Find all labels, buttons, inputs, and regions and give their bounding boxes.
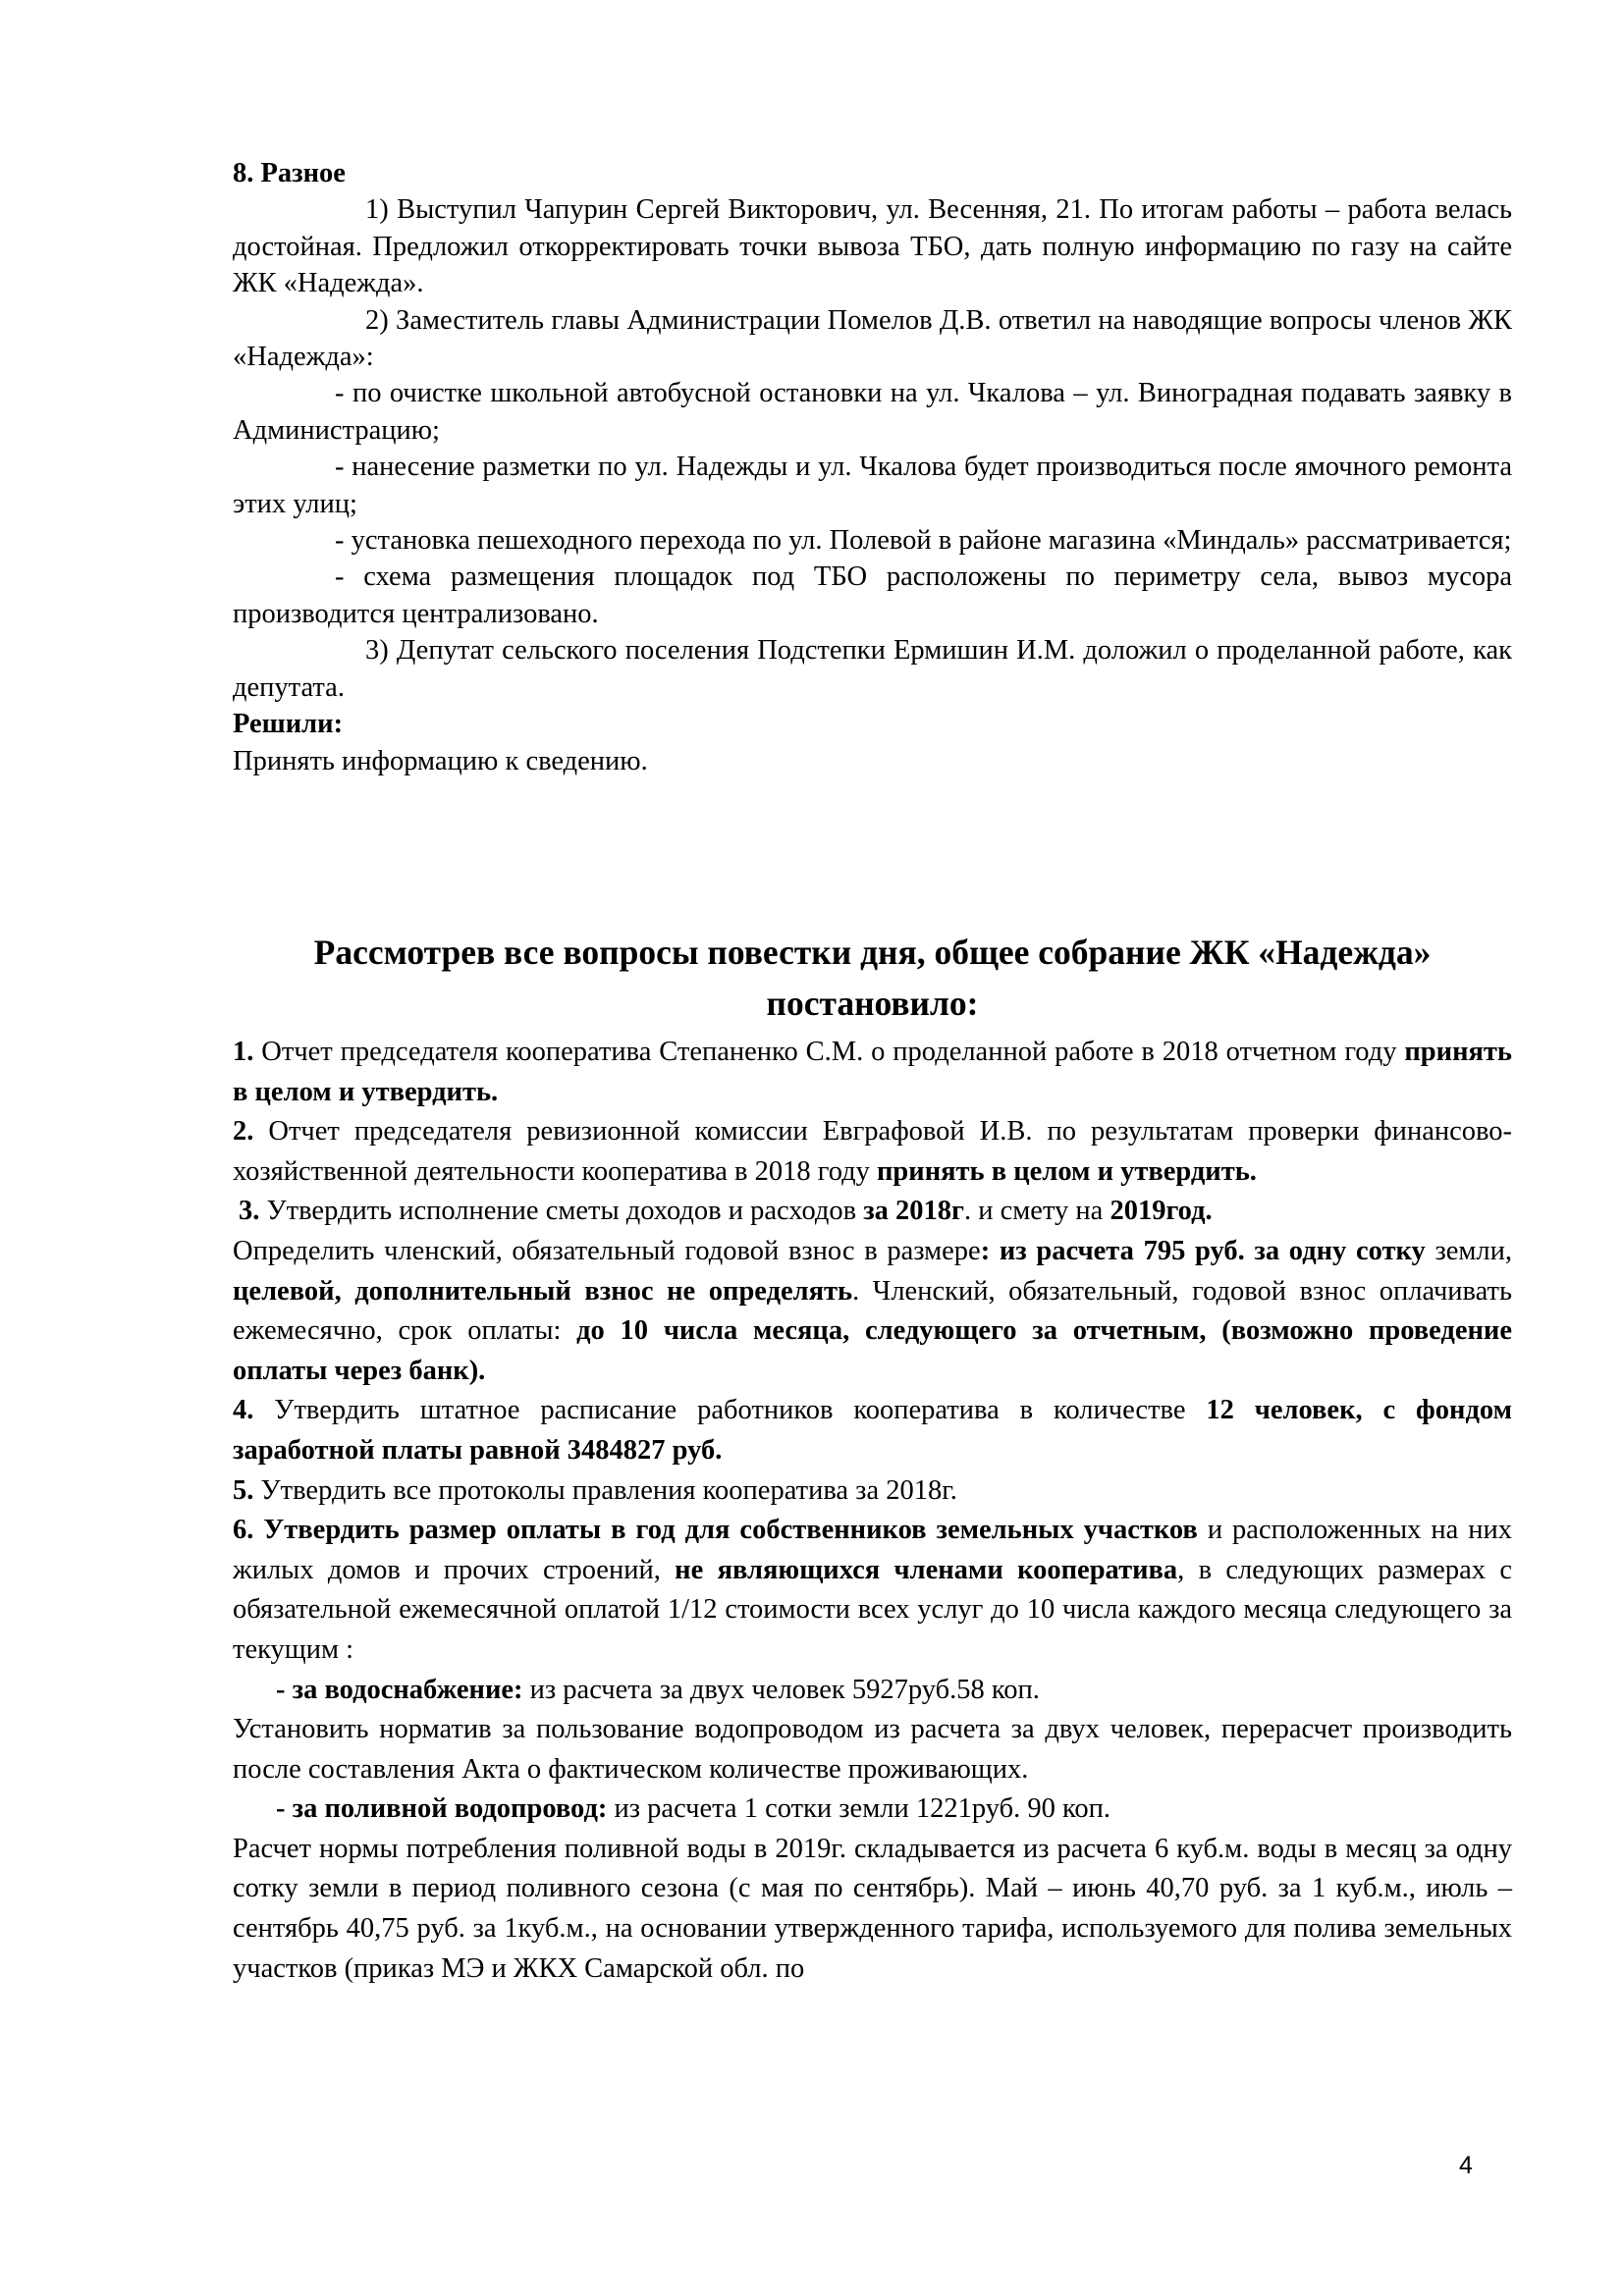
item-staff-fund: 12 человек, с фондом заработной платы равной 3484827 руб.: [233, 1395, 1512, 1466]
irrigation-text: из расчета 1 сотки земли 1221руб. 90 коп.: [607, 1793, 1110, 1825]
fee-amount: : из расчета 795 руб. за одну сотку: [980, 1235, 1426, 1266]
item-decision: принять в целом и утвердить.: [877, 1155, 1257, 1187]
fee-deadline: до 10 числа месяца, следующего за отчетным, (возможно проведение оплаты через банк).: [233, 1315, 1512, 1386]
answer-bus-stop: - по очистке школьной автобусной остановки на ул. Чкалова – ул. Виноградная подавать заявку в Администрацию;: [233, 378, 1512, 446]
answer-waste-sites: - схема размещения площадок под ТБО расположены по периметру села, вывоз мусора производится централизовано.: [233, 561, 1512, 629]
paragraph-item-1: 1) Выступил Чапурин Сергей Викторович, ул. Весенняя, 21. По итогам работы – работа велась достойная. Предложил откорректировать точки вывоза ТБО, дать полную информацию по газу на сайте ЖК «Надежда».: [233, 194, 1512, 299]
water-supply-text: из расчета за двух человек 5927руб.58 коп.: [522, 1674, 1040, 1705]
section-title: 8. Разное: [233, 158, 346, 188]
item-number: 1.: [233, 1037, 254, 1067]
water-supply-line: [233, 1671, 1512, 1711]
resolution-item-1: [233, 1033, 1512, 1112]
decided-text: Принять информацию к сведению.: [233, 745, 648, 776]
water-supply-label: - за водоснабжение:: [276, 1674, 523, 1705]
water-norm-paragraph: Установить норматив за пользование водопроводом из расчета за двух человек, перерасчет производить после составления Акта о фактическом количестве проживающих.: [233, 1714, 1512, 1785]
page-number: 4: [1459, 2152, 1473, 2179]
item-heading: 6. Утвердить размер оплаты в год для собственников земельных участков: [233, 1515, 1198, 1546]
irrigation-label: - за поливной водопровод:: [276, 1793, 608, 1825]
section-misc: [233, 155, 1512, 779]
fee-target: целевой, дополнительный взнос не определять: [233, 1275, 853, 1307]
item-year: 2019год.: [1110, 1196, 1213, 1227]
resolution-item-2: [233, 1112, 1512, 1192]
resolution-item-5: [233, 1471, 1512, 1512]
item-text: Отчет председателя ревизионной комиссии Евграфовой И.В. по результатам проверки финансово-хозяйственной деятельности кооператива в 2018 году: [233, 1116, 1512, 1187]
resolution-item-3: [233, 1192, 1512, 1232]
paragraph-item-2: 2) Заместитель главы Администрации Помелов Д.В. ответил на наводящие вопросы членов ЖК «Надежда»:: [233, 304, 1512, 373]
item-non-members: не являющихся членами кооператива: [675, 1554, 1178, 1585]
membership-fee-paragraph: [233, 1232, 1512, 1391]
item-text: , в следующих размерах с обязательной ежемесячной оплатой 1/12 стоимости всех услуг до 10 числа каждого месяца следующего за текущим :: [233, 1554, 1512, 1665]
item-year: за 2018г: [863, 1196, 964, 1227]
item-number: 2.: [233, 1116, 254, 1148]
decided-label: Решили:: [233, 709, 344, 740]
fee-text: . Членский, обязательный, годовой взнос оплачивать ежемесячно, срок оплаты:: [233, 1275, 1513, 1347]
resolution-item-4: [233, 1391, 1512, 1470]
paragraph-item-3: 3) Депутат сельского поселения Подстепки Ермишин И.М. доложил о проделанной работе, как депутата.: [233, 635, 1512, 703]
answer-crosswalk: - установка пешеходного перехода по ул. Полевой в районе магазина «Миндаль» рассматривается;: [335, 525, 1512, 557]
item-text: и расположенных на них жилых домов и прочих строений,: [233, 1515, 1512, 1585]
answer-road-marking: - нанесение разметки по ул. Надежды и ул. Чкалова будет производиться после ямочного ремонта этих улиц;: [233, 452, 1512, 519]
item-number: 4.: [233, 1395, 254, 1426]
resolution-heading-line-1: Рассмотрев все вопросы повестки дня, общее собрание ЖК «Надежда»: [313, 933, 1432, 972]
resolution-list: [233, 1033, 1512, 1989]
item-text: Утвердить исполнение сметы доходов и расходов: [259, 1196, 864, 1227]
resolution-heading-line-2: постановило:: [766, 984, 979, 1023]
item-text: Утвердить штатное расписание работников кооператива в количестве: [253, 1395, 1207, 1426]
fee-text: Определить членский, обязательный годовой взнос в размере: [233, 1235, 981, 1266]
fee-text: земли,: [1425, 1235, 1513, 1266]
resolution-item-6: [233, 1511, 1512, 1670]
item-text: . и смету на: [964, 1196, 1110, 1227]
item-decision: принять в целом и утвердить.: [233, 1037, 1512, 1107]
resolution-heading: [233, 927, 1512, 1029]
item-number: 5.: [233, 1474, 254, 1506]
item-text: Утвердить все протоколы правления кооператива за 2018г.: [253, 1474, 957, 1506]
irrigation-line: [233, 1789, 1512, 1830]
irrigation-norm-paragraph: Расчет нормы потребления поливной воды в 2019г. складывается из расчета 6 куб.м. воды в месяц за одну сотку земли в период поливного сезона (с мая по сентябрь). Май – июнь 40,70 руб. за 1 куб.м., июль – сентябрь 40,75 руб. за 1куб.м., на основании утвержденного тарифа, используемого для полива земельных участков (приказ МЭ и ЖКХ Самарской обл. по: [233, 1833, 1512, 1984]
item-text: Отчет председателя кооператива Степаненко С.М. о проделанной работе в 2018 отчетном году: [253, 1037, 1405, 1067]
item-number: 3.: [239, 1196, 260, 1227]
